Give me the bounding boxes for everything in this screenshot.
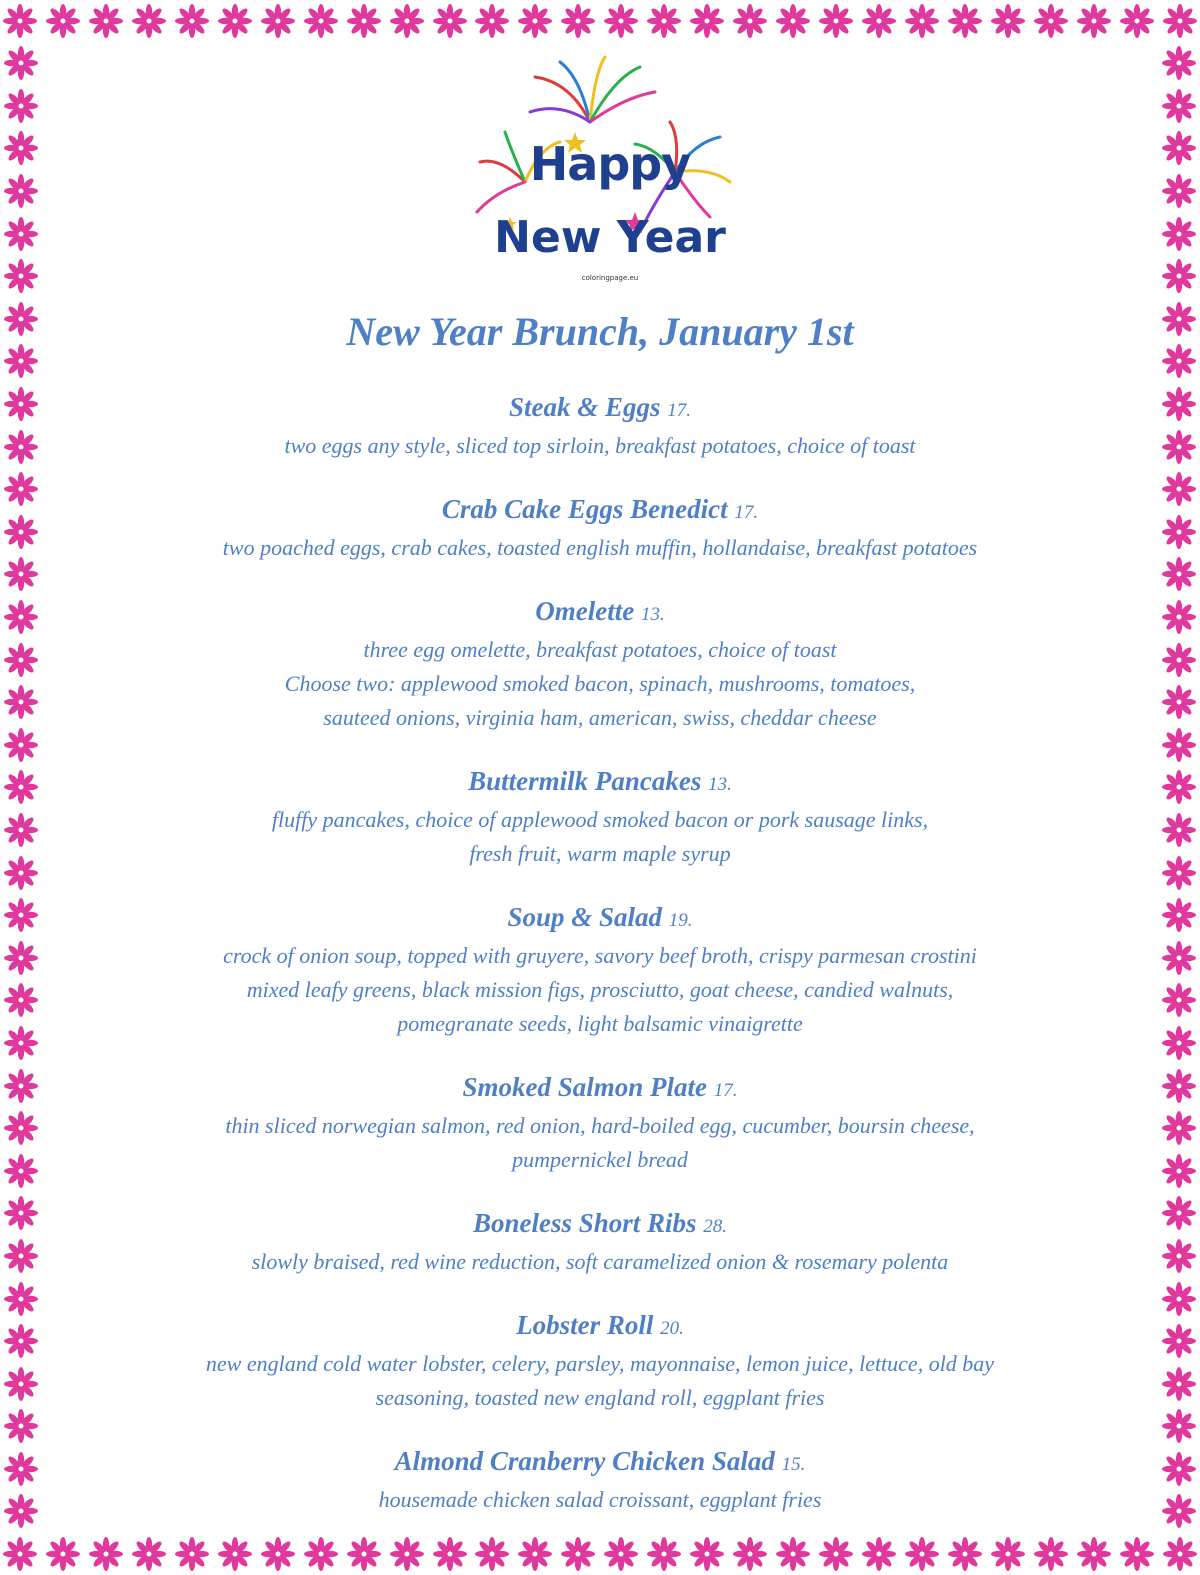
flower-icon bbox=[3, 45, 39, 81]
menu-item-description: sauteed onions, virginia ham, american, swiss, cheddar cheese bbox=[323, 705, 877, 730]
flower-icon bbox=[1161, 1195, 1197, 1231]
flower-icon bbox=[3, 982, 39, 1018]
flower-icon bbox=[3, 940, 39, 976]
menu-item-description: fluffy pancakes, choice of applewood smoked bacon or pork sausage links, bbox=[271, 807, 929, 832]
flower-icon bbox=[3, 1153, 39, 1189]
flower-icon bbox=[947, 3, 983, 39]
flower-icon bbox=[1161, 1323, 1197, 1359]
flower-icon bbox=[3, 173, 39, 209]
flower-icon bbox=[1076, 1536, 1112, 1572]
flower-icon bbox=[1161, 429, 1197, 465]
menu-item-description: three egg omelette, breakfast potatoes, choice of toast bbox=[363, 637, 837, 662]
menu-item-description: two poached eggs, crab cakes, toasted english muffin, hollandaise, breakfast potatoes bbox=[222, 535, 978, 560]
menu-item-description: new england cold water lobster, celery, parsley, mayonnaise, lemon juice, lettuce, old bay bbox=[205, 1351, 995, 1376]
flower-icon bbox=[3, 855, 39, 891]
border-right bbox=[1158, 42, 1200, 1533]
menu-item-description: pumpernickel bread bbox=[512, 1147, 688, 1172]
flower-icon bbox=[3, 599, 39, 635]
flower-icon bbox=[1161, 1110, 1197, 1146]
flower-icon bbox=[3, 1366, 39, 1402]
flower-icon bbox=[3, 556, 39, 592]
flower-icon bbox=[3, 1068, 39, 1104]
menu-item bbox=[120, 389, 1080, 463]
menu-item-name: Steak & Eggs bbox=[508, 392, 661, 422]
flower-icon bbox=[3, 1281, 39, 1317]
flower-icon bbox=[1161, 556, 1197, 592]
menu-item-heading bbox=[120, 763, 1080, 803]
flower-icon bbox=[3, 1451, 39, 1487]
flower-icon bbox=[689, 3, 725, 39]
menu-items bbox=[120, 389, 1080, 1517]
menu-item-price: 17. bbox=[713, 1080, 738, 1101]
flower-icon bbox=[1161, 1366, 1197, 1402]
logo-happy-text: Happy bbox=[529, 137, 691, 191]
menu-item bbox=[120, 1443, 1080, 1517]
menu-item-description: mixed leafy greens, black mission figs, prosciutto, goat cheese, candied walnuts, bbox=[246, 977, 954, 1002]
menu-item-name: Lobster Roll bbox=[516, 1310, 654, 1340]
flower-icon bbox=[1161, 982, 1197, 1018]
menu-item-name: Boneless Short Ribs bbox=[472, 1208, 697, 1238]
happy-new-year-logo bbox=[465, 52, 755, 287]
flower-icon bbox=[1161, 1408, 1197, 1444]
flower-icon bbox=[1161, 1153, 1197, 1189]
flower-icon bbox=[217, 3, 253, 39]
menu-item-description: seasoning, toasted new england roll, eggplant fries bbox=[375, 1385, 825, 1410]
flower-icon bbox=[1162, 3, 1198, 39]
menu-item-heading bbox=[120, 389, 1080, 429]
border-left bbox=[0, 42, 42, 1533]
flower-icon bbox=[1162, 1536, 1198, 1572]
flower-icon bbox=[1161, 642, 1197, 678]
menu-item-price: 17. bbox=[734, 502, 759, 523]
menu-item-price: 28. bbox=[703, 1216, 728, 1237]
flower-icon bbox=[1033, 3, 1069, 39]
flower-icon bbox=[818, 3, 854, 39]
menu-item-heading bbox=[120, 899, 1080, 939]
menu-item-price: 20. bbox=[660, 1318, 684, 1339]
flower-icon bbox=[1119, 3, 1155, 39]
menu-item-price: 13. bbox=[640, 604, 665, 625]
menu-item-heading bbox=[120, 1443, 1080, 1483]
flower-icon bbox=[3, 1238, 39, 1274]
menu-item-heading bbox=[120, 593, 1080, 633]
flower-icon bbox=[1161, 471, 1197, 507]
flower-icon bbox=[1161, 1493, 1197, 1529]
flower-icon bbox=[1161, 1025, 1197, 1061]
flower-icon bbox=[45, 1536, 81, 1572]
menu-item-name: Omelette bbox=[535, 596, 635, 626]
menu-item-heading bbox=[120, 1205, 1080, 1245]
flower-icon bbox=[1161, 1281, 1197, 1317]
flower-icon bbox=[389, 3, 425, 39]
flower-icon bbox=[3, 301, 39, 337]
menu-item-heading bbox=[120, 491, 1080, 531]
menu-item-name: Soup & Salad bbox=[507, 902, 663, 932]
flower-icon bbox=[3, 514, 39, 550]
border-top bbox=[0, 0, 1200, 42]
page-title: New Year Brunch, January 1st bbox=[346, 309, 854, 354]
flower-icon bbox=[303, 3, 339, 39]
menu-item bbox=[120, 899, 1080, 1041]
flower-icon bbox=[990, 3, 1026, 39]
menu-item bbox=[120, 1069, 1080, 1177]
flower-icon bbox=[1161, 855, 1197, 891]
flower-icon bbox=[1161, 343, 1197, 379]
flower-icon bbox=[474, 3, 510, 39]
flower-icon bbox=[1161, 301, 1197, 337]
flower-icon bbox=[3, 429, 39, 465]
flower-icon bbox=[3, 88, 39, 124]
flower-icon bbox=[1119, 1536, 1155, 1572]
menu-item bbox=[120, 491, 1080, 565]
flower-icon bbox=[346, 3, 382, 39]
flower-icon bbox=[517, 3, 553, 39]
menu-item-name: Smoked Salmon Plate bbox=[462, 1072, 708, 1102]
flower-icon bbox=[3, 1408, 39, 1444]
flower-icon bbox=[775, 3, 811, 39]
logo-site-text: coloringpage.eu bbox=[581, 274, 639, 282]
flower-icon bbox=[3, 642, 39, 678]
flower-icon bbox=[1161, 812, 1197, 848]
flower-icon bbox=[174, 3, 210, 39]
flower-icon bbox=[732, 3, 768, 39]
menu-item-description: Choose two: applewood smoked bacon, spinach, mushrooms, tomatoes, bbox=[284, 671, 916, 696]
menu-item bbox=[120, 763, 1080, 871]
flower-icon bbox=[1161, 386, 1197, 422]
flower-icon bbox=[560, 3, 596, 39]
flower-icon bbox=[3, 812, 39, 848]
flower-icon bbox=[3, 1195, 39, 1231]
flower-icon bbox=[1161, 599, 1197, 635]
flower-icon bbox=[1161, 514, 1197, 550]
menu-item-description: thin sliced norwegian salmon, red onion, hard-boiled egg, cucumber, boursin cheese, bbox=[225, 1113, 975, 1138]
flower-icon bbox=[1161, 216, 1197, 252]
flower-icon bbox=[260, 3, 296, 39]
flower-icon bbox=[45, 3, 81, 39]
flower-icon bbox=[1161, 1068, 1197, 1104]
menu-item-name: Crab Cake Eggs Benedict bbox=[441, 494, 728, 524]
flower-icon bbox=[3, 343, 39, 379]
flower-icon bbox=[1076, 3, 1112, 39]
menu-item-price: 15. bbox=[781, 1454, 806, 1475]
flower-icon bbox=[3, 1025, 39, 1061]
flower-icon bbox=[3, 386, 39, 422]
menu-content bbox=[120, 300, 1080, 1545]
flower-icon bbox=[3, 897, 39, 933]
flower-icon bbox=[3, 684, 39, 720]
flower-icon bbox=[2, 1536, 38, 1572]
menu-item-description: crock of onion soup, topped with gruyere, savory beef broth, crispy parmesan crostini bbox=[223, 943, 977, 968]
flower-icon bbox=[3, 471, 39, 507]
flower-icon bbox=[88, 1536, 124, 1572]
flower-icon bbox=[1161, 258, 1197, 294]
menu-item-heading bbox=[120, 1307, 1080, 1347]
flower-icon bbox=[2, 3, 38, 39]
flower-icon bbox=[1161, 1451, 1197, 1487]
flower-icon bbox=[603, 3, 639, 39]
flower-icon bbox=[3, 258, 39, 294]
flower-icon bbox=[3, 130, 39, 166]
menu-item bbox=[120, 1307, 1080, 1415]
flower-icon bbox=[1161, 88, 1197, 124]
flower-icon bbox=[1161, 45, 1197, 81]
flower-icon bbox=[3, 216, 39, 252]
flower-icon bbox=[1161, 173, 1197, 209]
flower-icon bbox=[646, 3, 682, 39]
menu-item-description: two eggs any style, sliced top sirloin, breakfast potatoes, choice of toast bbox=[284, 433, 916, 458]
flower-icon bbox=[904, 3, 940, 39]
flower-icon bbox=[3, 769, 39, 805]
flower-icon bbox=[1161, 769, 1197, 805]
menu-item-heading bbox=[120, 1069, 1080, 1109]
menu-item-description: housemade chicken salad croissant, eggplant fries bbox=[378, 1487, 822, 1512]
flower-icon bbox=[3, 1323, 39, 1359]
logo-new-year-text: New Year bbox=[494, 212, 726, 263]
menu-item-name: Buttermilk Pancakes bbox=[468, 766, 702, 796]
menu-item-description: slowly braised, red wine reduction, soft caramelized onion & rosemary polenta bbox=[251, 1249, 949, 1274]
menu-item-description: fresh fruit, warm maple syrup bbox=[469, 841, 731, 866]
flower-icon bbox=[3, 1493, 39, 1529]
flower-icon bbox=[88, 3, 124, 39]
menu-item bbox=[120, 593, 1080, 735]
flower-icon bbox=[861, 3, 897, 39]
menu-item-description: pomegranate seeds, light balsamic vinaigrette bbox=[397, 1011, 803, 1036]
menu-item-price: 17. bbox=[667, 400, 692, 421]
menu-item-price: 19. bbox=[668, 910, 693, 931]
flower-icon bbox=[3, 727, 39, 763]
flower-icon bbox=[1161, 1238, 1197, 1274]
flower-icon bbox=[1161, 684, 1197, 720]
flower-icon bbox=[3, 1110, 39, 1146]
menu-item-price: 13. bbox=[708, 774, 732, 795]
menu-item-name: Almond Cranberry Chicken Salad bbox=[394, 1446, 775, 1476]
flower-icon bbox=[432, 3, 468, 39]
flower-icon bbox=[1161, 897, 1197, 933]
menu-item bbox=[120, 1205, 1080, 1279]
flower-icon bbox=[131, 3, 167, 39]
flower-icon bbox=[1161, 130, 1197, 166]
flower-icon bbox=[1161, 940, 1197, 976]
flower-icon bbox=[1161, 727, 1197, 763]
